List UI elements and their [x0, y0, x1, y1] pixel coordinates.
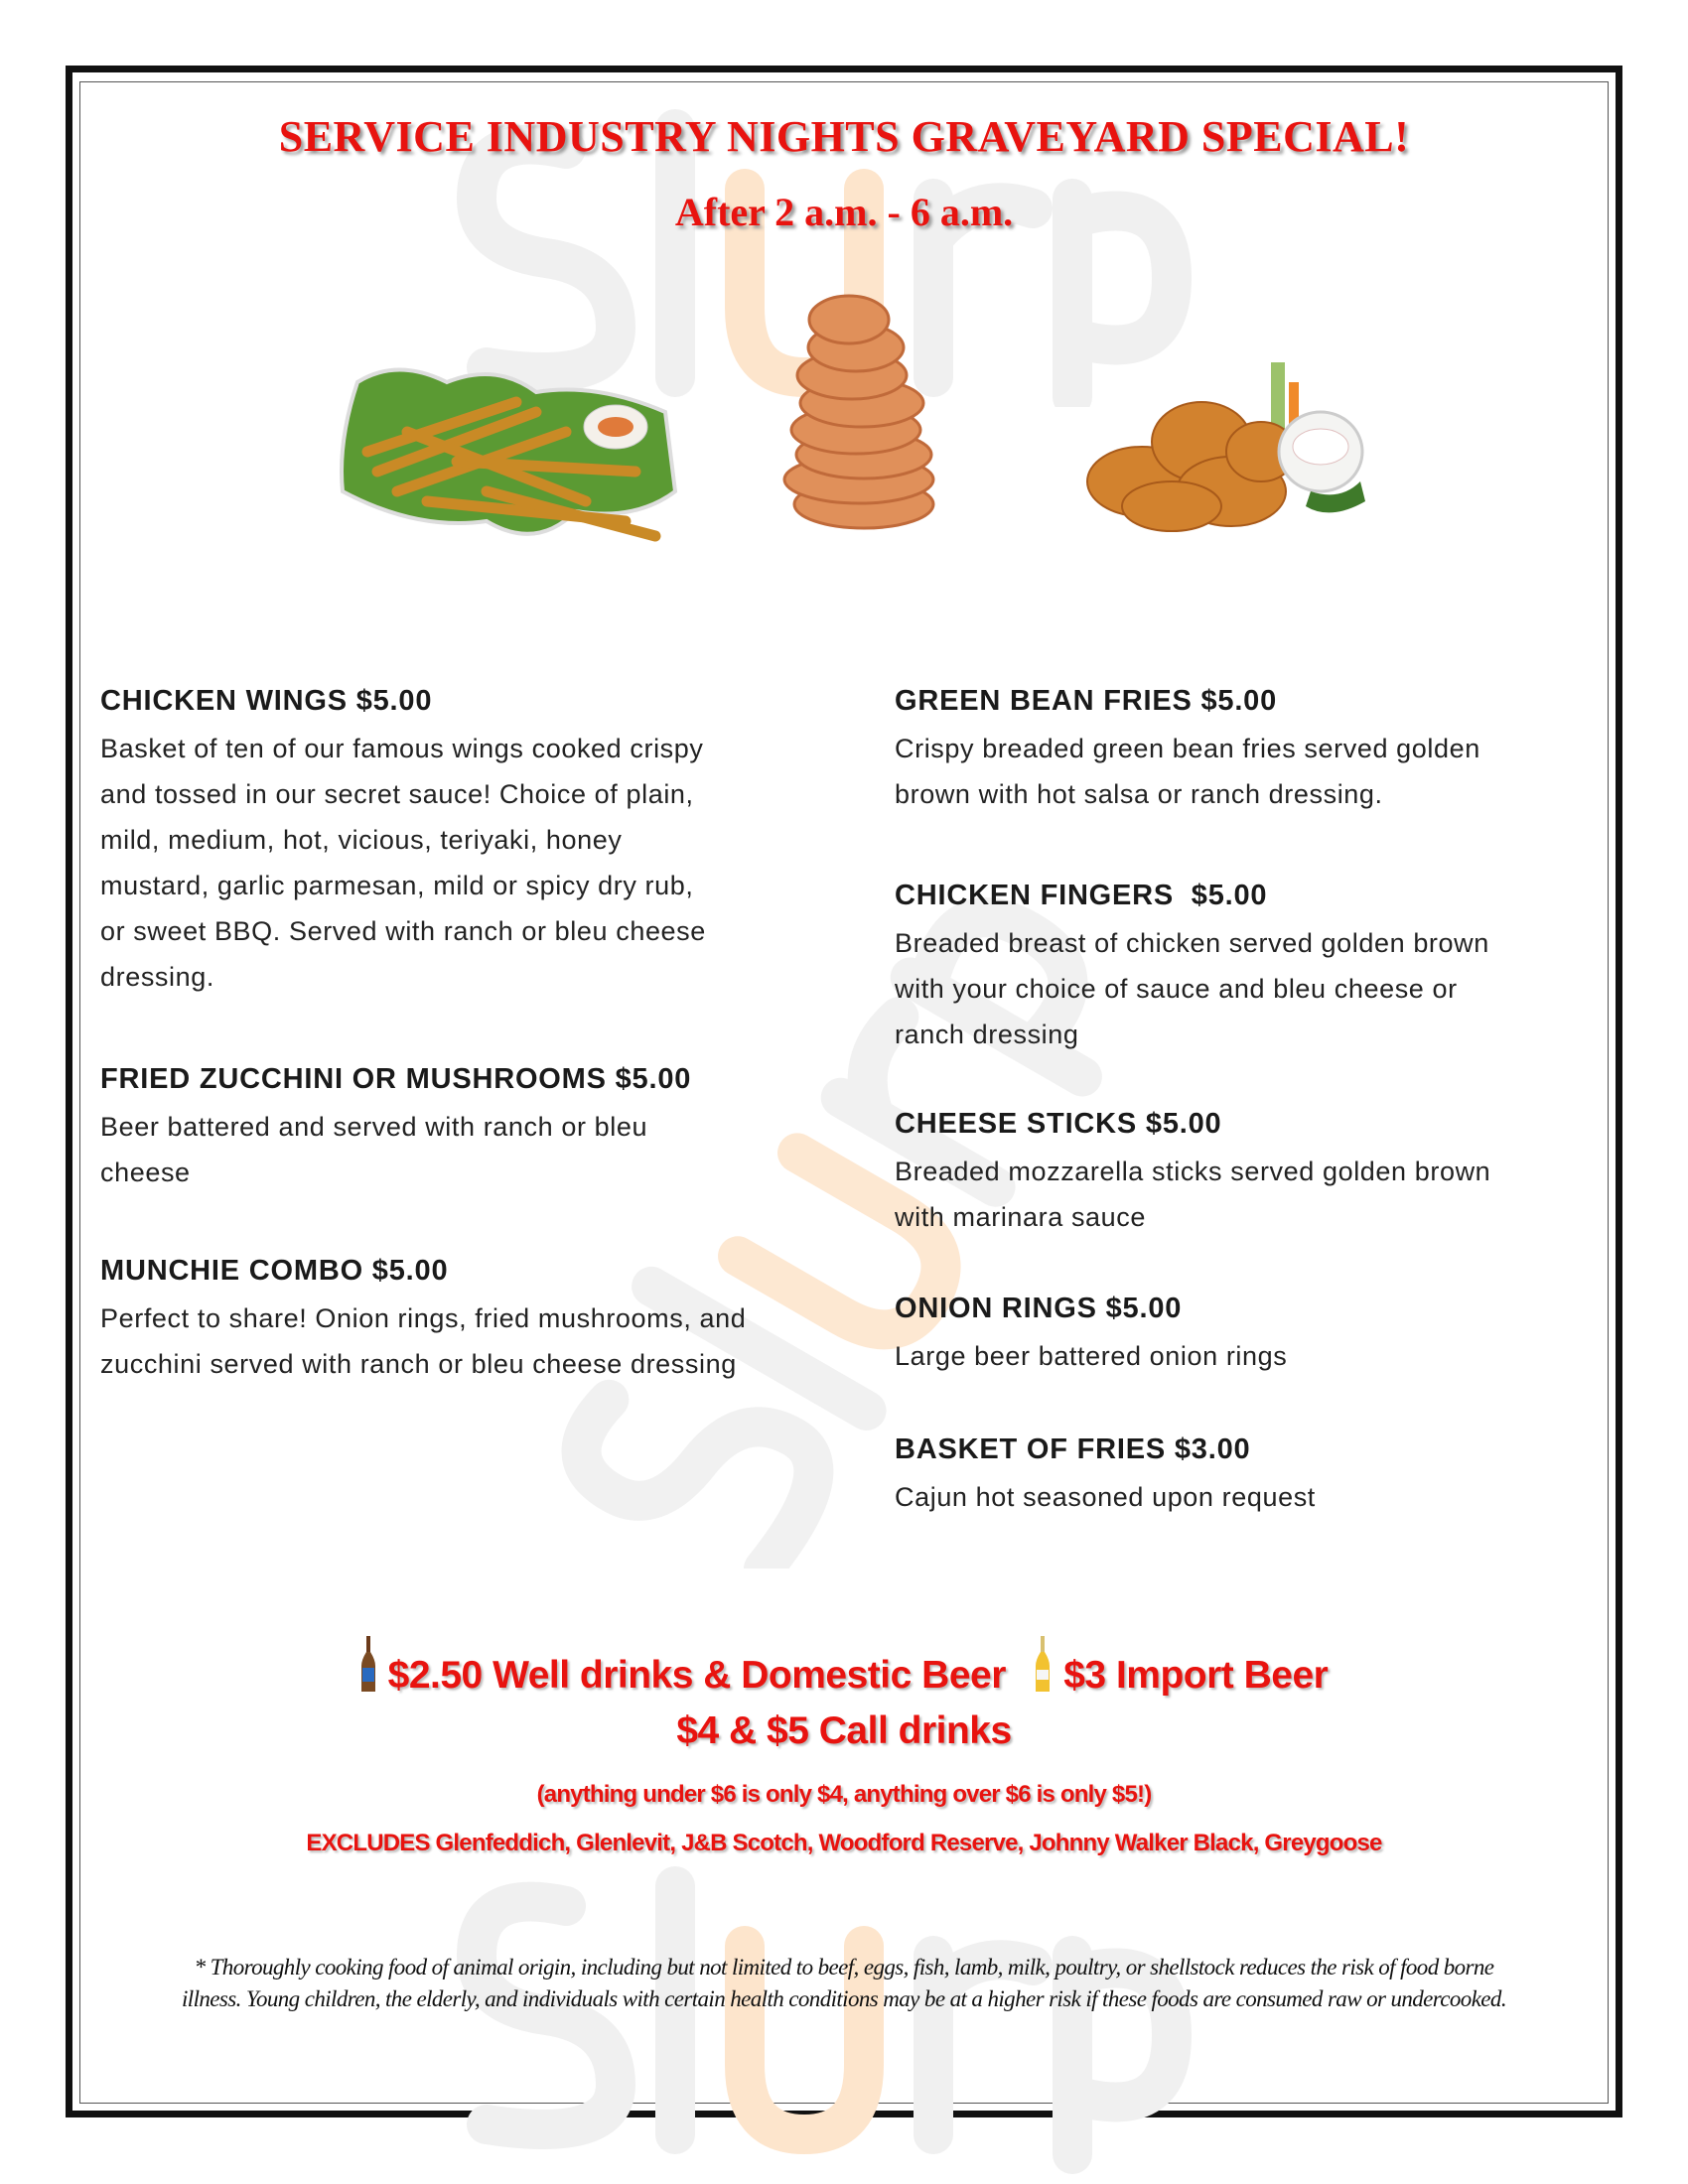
menu-item-basket-of-fries: [895, 1433, 1610, 1520]
description-line: zucchini served with ranch or bleu cheese dressing: [100, 1349, 737, 1379]
call-drinks-note: (anything under $6 is only $4, anything over $6 is only $5!): [536, 1781, 1152, 1808]
item-title: ONION RINGS $5.00: [895, 1293, 1183, 1324]
description-line: Beer battered and served with ranch or bleu: [100, 1112, 648, 1142]
menu-item-chicken-wings: [100, 685, 815, 1000]
menu-item-onion-rings: [895, 1293, 1610, 1379]
onion-rings-image: [765, 286, 958, 534]
description-line: Crispy breaded green bean fries served golden: [895, 734, 1480, 763]
item-description: [895, 726, 1610, 817]
menu-item-cheese-sticks: [895, 1108, 1610, 1240]
description-line: and tossed in our secret sauce! Choice of plain,: [100, 779, 694, 809]
chicken-wings-image: [1082, 352, 1375, 536]
description-line: Cajun hot seasoned upon request: [895, 1482, 1316, 1512]
well-drinks-text: $2.50 Well drinks & Domestic Beer: [387, 1654, 1006, 1697]
description-line: dressing.: [100, 962, 214, 992]
import-beer-bottle-icon: [1034, 1636, 1052, 1692]
description-line: Large beer battered onion rings: [895, 1341, 1288, 1371]
item-title: GREEN BEAN FRIES $5.00: [895, 685, 1278, 717]
item-description: [895, 1333, 1610, 1379]
menu-item-green-bean-fries: [895, 685, 1610, 817]
description-line: with your choice of sauce and bleu cheese or: [895, 974, 1458, 1004]
call-drinks-text: $4 & $5 Call drinks: [676, 1709, 1012, 1752]
menu-hours: After 2 a.m. - 6 a.m.: [674, 190, 1014, 234]
menu-item-munchie-combo: [100, 1255, 855, 1387]
item-title: CHICKEN WINGS $5.00: [100, 685, 433, 717]
item-title: CHEESE STICKS $5.00: [895, 1108, 1222, 1140]
green-bean-fries-image: [338, 352, 680, 551]
description-line: cheese: [100, 1158, 191, 1187]
description-line: or sweet BBQ. Served with ranch or bleu cheese: [100, 916, 706, 946]
import-beer-text: $3 Import Beer: [1063, 1654, 1329, 1697]
menu-item-chicken-fingers: [895, 880, 1610, 1057]
drink-specials-line: [0, 1636, 1688, 1698]
description-line: mild, medium, hot, vicious, teriyaki, honey: [100, 825, 623, 855]
food-safety-disclaimer: [70, 1952, 1618, 2015]
disclaimer-line: * Thoroughly cooking food of animal origin, including but not limited to beef, eggs, fish, lamb, milk, poultry, or shellstock reduces the risk of food borne: [194, 1955, 1494, 1979]
excluded-liquors: EXCLUDES Glenfeddich, Glenlevit, J&B Scotch, Woodford Reserve, Johnny Walker Black, Greygoose: [306, 1830, 1382, 1856]
domestic-beer-bottle-icon: [360, 1636, 376, 1692]
description-line: Breaded breast of chicken served golden brown: [895, 928, 1489, 958]
item-description: [100, 1296, 855, 1387]
disclaimer-line: illness. Young children, the elderly, and individuals with certain health conditions may be at a higher risk if these foods are consumed raw or undercooked.: [182, 1986, 1506, 2011]
description-line: Basket of ten of our famous wings cooked crispy: [100, 734, 704, 763]
item-title: FRIED ZUCCHINI OR MUSHROOMS $5.00: [100, 1063, 692, 1095]
item-title: CHICKEN FINGERS $5.00: [895, 880, 1268, 911]
menu-title: SERVICE INDUSTRY NIGHTS GRAVEYARD SPECIAL!: [278, 112, 1410, 161]
item-description: [100, 726, 815, 1000]
menu-item-fried-zucchini: [100, 1063, 815, 1195]
description-line: ranch dressing: [895, 1020, 1079, 1049]
item-description: [895, 920, 1610, 1057]
description-line: Breaded mozzarella sticks served golden brown: [895, 1157, 1491, 1186]
description-line: mustard, garlic parmesan, mild or spicy dry rub,: [100, 871, 694, 900]
item-title: BASKET OF FRIES $3.00: [895, 1433, 1251, 1465]
item-description: [895, 1149, 1610, 1240]
item-description: [100, 1104, 815, 1195]
description-line: with marinara sauce: [895, 1202, 1147, 1232]
description-line: brown with hot salsa or ranch dressing.: [895, 779, 1383, 809]
item-title: MUNCHIE COMBO $5.00: [100, 1255, 449, 1287]
item-description: [895, 1474, 1610, 1520]
description-line: Perfect to share! Onion rings, fried mushrooms, and: [100, 1303, 747, 1333]
